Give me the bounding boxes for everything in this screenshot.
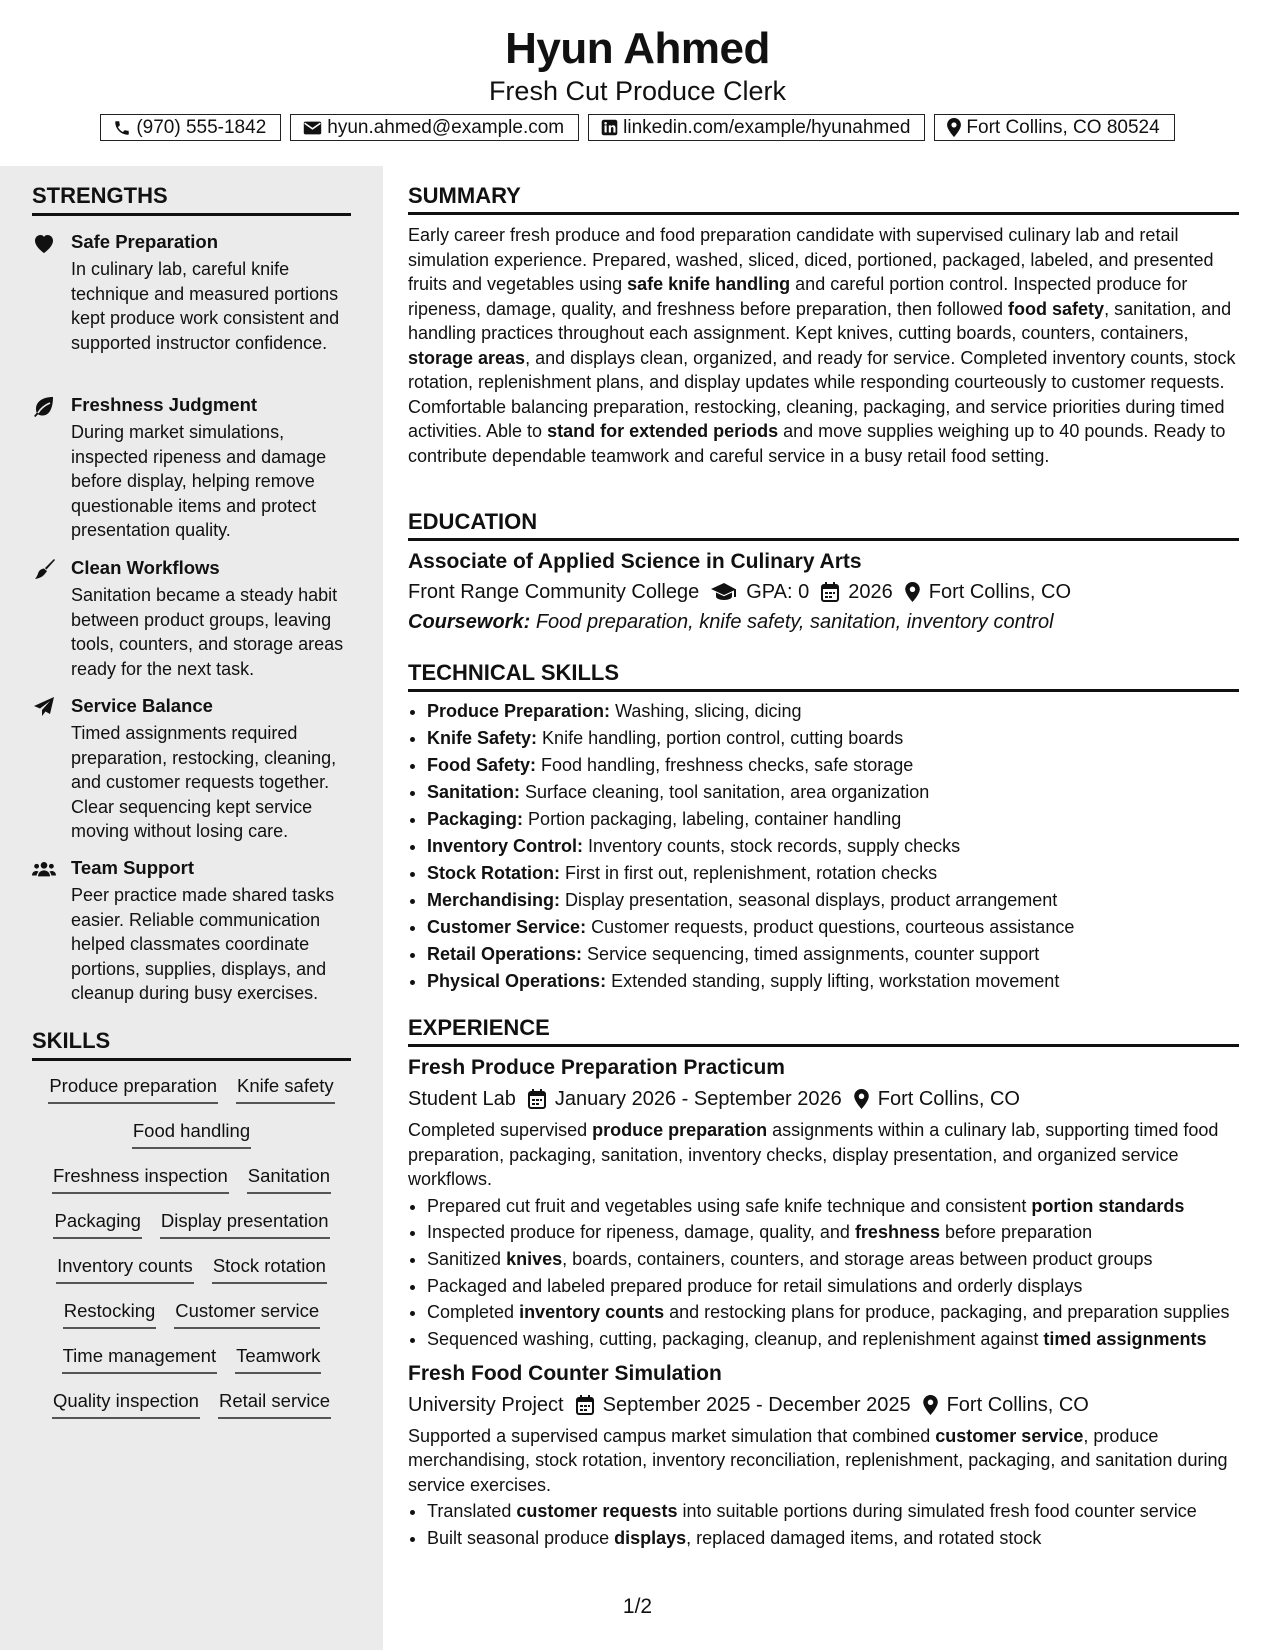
text-run: before preparation	[939, 1222, 1093, 1243]
summary-keyword: safe knife handling	[627, 274, 791, 294]
envelope-icon	[303, 120, 322, 136]
job-meta	[408, 1392, 1239, 1418]
keyword: freshness	[854, 1222, 940, 1243]
skill-label: Physical Operations:	[427, 971, 607, 991]
heart-icon	[32, 232, 56, 254]
strength-item	[32, 694, 362, 844]
technical-skills-list	[408, 698, 1239, 995]
coursework-label: Coursework:	[408, 611, 531, 633]
skill-tags	[32, 1074, 351, 1434]
skill-value: Display presentation, seasonal displays, product arrangement	[565, 890, 1058, 910]
list-item	[427, 941, 1239, 968]
education-location: Fort Collins, CO	[928, 581, 1071, 603]
summary-text-run: and move supplies weighing up to 40 pounds. Ready to contribute dependable teamwork and careful service in a busy retail food setting.	[408, 421, 1226, 466]
map-pin-icon	[947, 118, 961, 137]
contact-linkedin-text: linkedin.com/example/hyunahmed	[623, 116, 911, 138]
keyword: produce preparation	[592, 1120, 768, 1140]
section-divider	[408, 689, 1239, 692]
summary-keyword: food safety	[1008, 298, 1105, 319]
coursework-list: Food preparation, knife safety, sanitation, inventory control	[535, 611, 1054, 633]
graduation-cap-icon	[711, 582, 737, 602]
job-meta	[408, 1086, 1239, 1112]
map-pin-icon	[923, 1395, 938, 1415]
gpa: GPA: 0	[746, 581, 810, 603]
experience-entry	[408, 1055, 1239, 1353]
skill-tag-row	[32, 1254, 351, 1299]
calendar-icon	[821, 582, 839, 602]
text-run: and restocking plans for produce, packaging, and preparation supplies	[664, 1301, 1230, 1322]
school-name: Front Range Community College	[408, 581, 700, 603]
strength-item	[32, 556, 362, 686]
summary-text	[408, 223, 1239, 468]
contact-location[interactable]	[934, 114, 1174, 141]
text-run: Translated	[427, 1501, 517, 1522]
education-section	[408, 509, 1239, 635]
skill-tag: Display presentation	[160, 1209, 330, 1239]
skill-label: Customer Service:	[427, 917, 587, 937]
job-description	[408, 1118, 1239, 1192]
skill-tag: Knife safety	[236, 1074, 335, 1104]
coursework	[408, 609, 1239, 635]
keyword: customer requests	[516, 1501, 678, 1522]
skill-value: Washing, slicing, dicing	[615, 701, 802, 721]
experience-section	[408, 1015, 1239, 1552]
page-number: 1/2	[622, 1595, 653, 1618]
organization: University Project	[408, 1393, 564, 1416]
strength-title: Team Support	[71, 857, 194, 878]
skill-label: Sanitation:	[427, 782, 520, 802]
skill-value: Knife handling, portion control, cutting boards	[542, 728, 904, 748]
text-run: Completed	[427, 1301, 520, 1322]
strength-item	[32, 393, 362, 543]
strengths-heading: STRENGTHS	[32, 183, 168, 208]
strength-description: In culinary lab, careful knife technique and measured portions kept produce work consistent and supported instructor confidence.	[71, 259, 340, 353]
text-run: into suitable portions during simulated fresh food counter service	[677, 1501, 1197, 1522]
degree-title: Associate of Applied Science in Culinary Arts	[408, 550, 862, 573]
summary-keyword: stand for extended periods	[547, 421, 779, 441]
list-item	[427, 860, 1239, 887]
job-location: Fort Collins, CO	[877, 1088, 1020, 1110]
skill-tag: Quality inspection	[52, 1389, 200, 1419]
text-run: Packaged and labeled prepared produce for retail simulations and orderly displays	[427, 1275, 1083, 1296]
phone-icon	[113, 119, 131, 137]
list-item	[427, 1326, 1239, 1353]
strength-title: Clean Workflows	[71, 557, 220, 578]
section-divider	[32, 213, 351, 216]
skill-label: Produce Preparation:	[427, 701, 611, 721]
strength-description: Peer practice made shared tasks easier. Reliable communication helped classmates coordinate portions, supplies, displays, and cleanup during busy exercises.	[71, 885, 335, 1003]
organization: Student Lab	[408, 1088, 516, 1110]
skill-label: Merchandising:	[427, 890, 561, 910]
keyword: inventory counts	[519, 1301, 665, 1322]
contact-bar	[0, 114, 1275, 141]
linkedin-icon	[601, 119, 618, 136]
summary-text-run: , and displays clean, organized, and ready for service. Completed inventory counts, stock rotation, replenishment plans, and display updates while responding courteously to customer requests. Comfortable balancing preparation, restocking, cleaning, packaging, and service priorities during timed activities. Able to	[408, 347, 1236, 441]
job-bullets	[408, 1498, 1239, 1552]
keyword: knives	[506, 1249, 563, 1270]
skill-value: Surface cleaning, tool sanitation, area organization	[525, 782, 930, 802]
skill-tag: Teamwork	[235, 1344, 321, 1374]
skill-tag-row	[32, 1164, 351, 1209]
map-pin-icon	[905, 582, 920, 602]
skill-tag: Inventory counts	[56, 1254, 194, 1284]
summary-text-run: and careful portion control. Inspected produce for ripeness, damage, quality, and freshness before preparation, then followed	[408, 274, 1188, 319]
skills-heading: SKILLS	[32, 1028, 111, 1053]
skill-value: Service sequencing, timed assignments, counter support	[587, 944, 1040, 964]
strengths-section	[32, 183, 351, 216]
list-item	[427, 914, 1239, 941]
keyword: timed assignments	[1043, 1329, 1207, 1350]
users-icon	[32, 858, 56, 880]
job-title: Fresh Cut Produce Clerk	[488, 76, 787, 106]
skill-tag-row	[32, 1119, 351, 1164]
skill-tag: Freshness inspection	[52, 1164, 229, 1194]
text-run: Completed supervised	[408, 1120, 593, 1140]
technical-skills-section	[408, 660, 1239, 995]
summary-section	[408, 183, 1239, 468]
job-title: Fresh Produce Preparation Practicum	[408, 1056, 785, 1079]
contact-email[interactable]	[290, 114, 579, 141]
text-run: Supported a supervised campus market simulation that combined	[408, 1425, 936, 1446]
list-item	[427, 887, 1239, 914]
list-item	[427, 1300, 1239, 1325]
list-item	[427, 1498, 1239, 1525]
education-heading: EDUCATION	[408, 509, 538, 534]
summary-heading: SUMMARY	[408, 183, 521, 208]
skill-tag-row	[32, 1344, 351, 1389]
list-item	[427, 1219, 1239, 1246]
experience-heading: EXPERIENCE	[408, 1015, 550, 1040]
job-location: Fort Collins, CO	[946, 1393, 1089, 1416]
list-item	[427, 1193, 1239, 1220]
skill-tag: Stock rotation	[212, 1254, 327, 1284]
contact-phone-text: (970) 555-1842	[136, 116, 267, 138]
list-item	[427, 1246, 1239, 1273]
paper-plane-icon	[32, 696, 56, 718]
strength-item	[32, 230, 362, 380]
skill-tag: Sanitation	[247, 1164, 331, 1194]
list-item	[427, 1525, 1239, 1552]
skill-tag-row	[32, 1074, 351, 1119]
skill-value: Inventory counts, stock records, supply checks	[588, 836, 961, 856]
skill-value: Portion packaging, labeling, container handling	[528, 809, 902, 829]
strength-title: Service Balance	[71, 695, 213, 716]
list-item	[427, 806, 1239, 833]
skill-label: Stock Rotation:	[427, 863, 560, 883]
job-description	[408, 1424, 1239, 1498]
skill-tag: Packaging	[53, 1209, 141, 1239]
text-run: Built seasonal produce	[427, 1528, 615, 1549]
keyword: displays	[614, 1528, 687, 1549]
text-run: , boards, containers, counters, and storage areas between product groups	[562, 1249, 1153, 1270]
calendar-icon	[576, 1395, 594, 1415]
keyword: portion standards	[1031, 1195, 1185, 1216]
leaf-icon	[32, 395, 56, 417]
skill-label: Inventory Control:	[427, 836, 583, 856]
skill-tag: Time management	[62, 1344, 218, 1374]
job-title: Fresh Food Counter Simulation	[408, 1361, 722, 1385]
section-divider	[408, 538, 1239, 541]
skill-value: Extended standing, supply lifting, workstation movement	[611, 971, 1060, 991]
keyword: customer service	[935, 1425, 1084, 1446]
job-dates: September 2025 - December 2025	[602, 1393, 911, 1416]
skill-label: Retail Operations:	[427, 944, 583, 964]
list-item	[427, 833, 1239, 860]
summary-keyword: storage areas	[408, 347, 526, 368]
text-run: Sanitized	[427, 1249, 507, 1270]
skill-tag-row	[32, 1389, 351, 1434]
skill-tag-row	[32, 1299, 351, 1344]
text-run: , produce merchandising, stock rotation, inventory reconciliation, replenishment, packaging, and sanitation during service exercises.	[408, 1425, 1228, 1495]
strength-item	[32, 856, 362, 1006]
skills-section	[32, 1028, 351, 1061]
skill-tag: Restocking	[63, 1299, 157, 1329]
job-bullets	[408, 1193, 1239, 1353]
contact-phone[interactable]	[100, 114, 281, 141]
technical-skills-heading: TECHNICAL SKILLS	[408, 660, 620, 685]
skill-tag: Retail service	[218, 1389, 331, 1419]
list-item	[427, 1273, 1239, 1300]
skill-tag: Food handling	[132, 1119, 251, 1149]
list-item	[427, 968, 1239, 995]
text-run: assignments within a culinary lab, supporting timed food preparation, packaging, sanitation, inventory checks, display presentation, and organized service workflows.	[408, 1120, 1219, 1189]
strength-description: Timed assignments required preparation, restocking, cleaning, and customer requests together. Clear sequencing kept service moving without losing care.	[71, 723, 337, 841]
contact-linkedin[interactable]	[588, 114, 925, 141]
skill-value: Food handling, freshness checks, safe storage	[541, 755, 914, 775]
contact-location-text: Fort Collins, CO 80524	[966, 116, 1160, 138]
skill-label: Packaging:	[427, 809, 524, 829]
skill-label: Knife Safety:	[427, 728, 538, 748]
list-item	[427, 779, 1239, 806]
summary-text-run: Early career fresh produce and food preparation candidate with supervised culinary lab and retail simulation experience. Prepared, washed, sliced, diced, portioned, packaged, labeled, and presented fruits and vegetables using	[408, 225, 1214, 294]
text-run: , replaced damaged items, and rotated stock	[686, 1528, 1042, 1549]
section-divider	[408, 1044, 1239, 1047]
strength-description: During market simulations, inspected ripeness and damage before display, helping remove questionable items and protect presentation quality.	[71, 422, 327, 540]
skill-tag-row	[32, 1209, 351, 1254]
strength-description: Sanitation became a steady habit between product groups, leaving tools, counters, and storage areas ready for the next task.	[71, 585, 344, 679]
resume-header	[0, 0, 1275, 106]
list-item	[427, 725, 1239, 752]
skill-tag: Customer service	[174, 1299, 320, 1329]
text-run: Sequenced washing, cutting, packaging, cleanup, and replenishment against	[427, 1329, 1044, 1350]
sidebar	[0, 166, 383, 1650]
education-meta	[408, 579, 1239, 605]
strength-title: Freshness Judgment	[71, 394, 258, 415]
calendar-icon	[528, 1089, 546, 1109]
section-divider	[408, 212, 1239, 215]
candidate-name: Hyun Ahmed	[505, 24, 770, 73]
job-dates: January 2026 - September 2026	[554, 1088, 842, 1110]
experience-entry	[408, 1361, 1239, 1552]
skill-value: Customer requests, product questions, courteous assistance	[591, 917, 1075, 937]
skill-tag: Produce preparation	[48, 1074, 218, 1104]
strength-title: Safe Preparation	[71, 231, 219, 252]
section-divider	[32, 1058, 351, 1061]
broom-icon	[32, 558, 56, 580]
skill-label: Food Safety:	[427, 755, 537, 775]
graduation-year: 2026	[848, 581, 893, 603]
map-pin-icon	[854, 1089, 869, 1109]
contact-email-text: hyun.ahmed@example.com	[327, 116, 565, 138]
text-run: Prepared cut fruit and vegetables using safe knife technique and consistent	[427, 1195, 1032, 1216]
text-run: Inspected produce for ripeness, damage, quality, and	[427, 1222, 855, 1243]
skill-value: First in first out, replenishment, rotation checks	[565, 863, 938, 883]
list-item	[427, 698, 1239, 725]
summary-text-run: , sanitation, and handling practices throughout each assignment. Kept knives, cutting boards, counters, containers,	[408, 298, 1232, 343]
list-item	[427, 752, 1239, 779]
